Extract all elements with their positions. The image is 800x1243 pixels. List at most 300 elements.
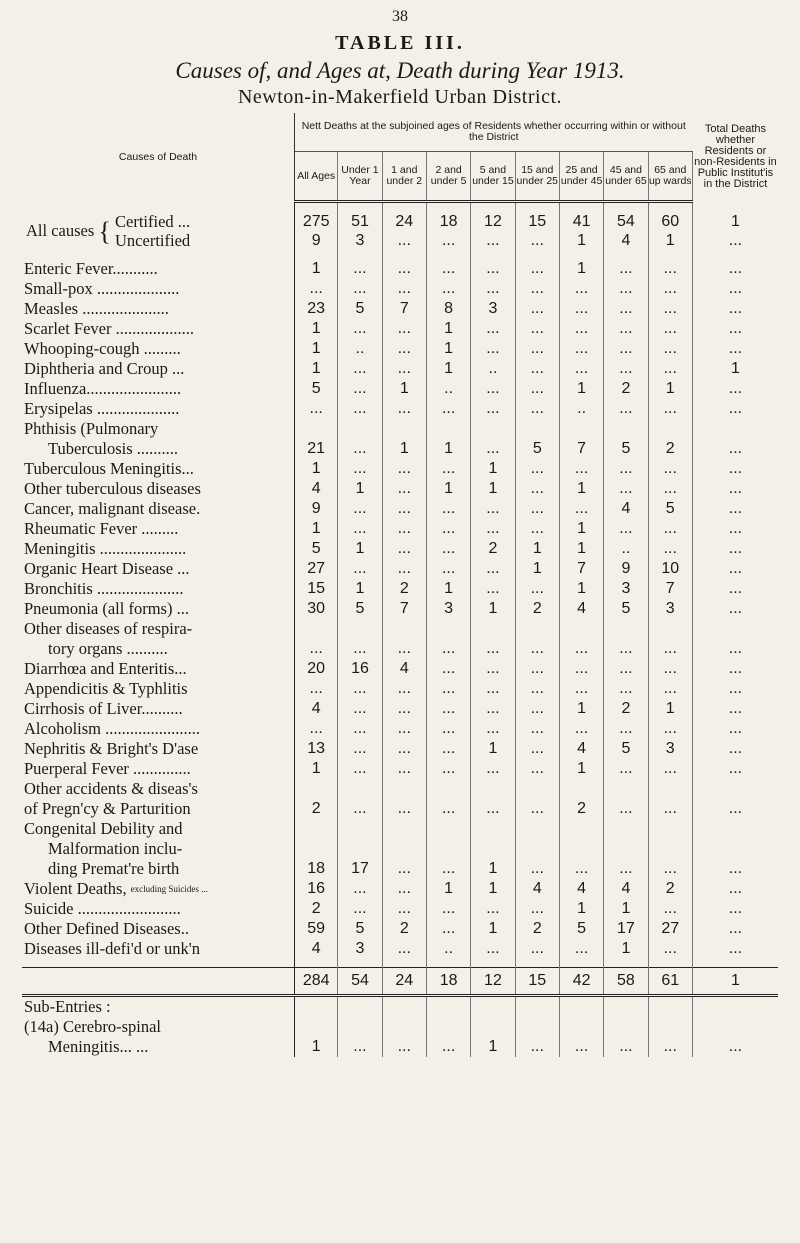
cell: ...	[471, 939, 515, 959]
cell: ...	[604, 479, 648, 499]
cell: ...	[515, 379, 559, 399]
cell: ...	[338, 439, 382, 459]
cell	[471, 839, 515, 859]
cell: ...	[471, 899, 515, 919]
cell: 5	[338, 919, 382, 939]
cause-label-text: Cancer, malignant disease.	[24, 498, 201, 518]
cause-label	[22, 619, 295, 639]
cell: ...	[559, 319, 603, 339]
cell: ...	[728, 499, 743, 517]
cause-row	[22, 399, 778, 419]
cell: ...	[338, 699, 382, 719]
cell: ...	[648, 679, 692, 699]
uncertified-label: Uncertified	[115, 230, 191, 250]
cell: ...	[604, 339, 648, 359]
cell: 5	[604, 599, 648, 619]
cell: 9	[311, 231, 321, 249]
cell: 4	[621, 231, 631, 249]
cause-label	[22, 479, 295, 499]
sub-entry-row	[22, 995, 778, 1017]
cell	[382, 619, 426, 639]
cell	[648, 779, 692, 799]
cell: ...	[382, 479, 426, 499]
cell	[382, 959, 426, 968]
cause-row	[22, 859, 778, 879]
page-number: 38	[392, 8, 408, 25]
cell: 2	[471, 539, 515, 559]
cause-label	[22, 559, 295, 579]
cell: ...	[604, 859, 648, 879]
cell: 1	[295, 519, 338, 539]
cell: 1	[559, 379, 603, 399]
cell	[426, 1017, 470, 1037]
cell: ...	[728, 279, 743, 297]
cause-label	[22, 699, 295, 719]
cause-label	[22, 919, 295, 939]
cell: ...	[559, 459, 603, 479]
cell: ...	[559, 939, 603, 959]
cell	[692, 819, 778, 839]
cell: 4	[515, 879, 559, 899]
age-header: 5 and under 15	[471, 152, 515, 202]
cell	[559, 819, 603, 839]
cell: ...	[515, 639, 559, 659]
cell: ...	[728, 339, 743, 357]
cell: 2	[604, 699, 648, 719]
cause-label-text: Diseases ill-defi'd or unk'n	[24, 938, 200, 958]
cell: ...	[515, 679, 559, 699]
cause-row	[22, 879, 778, 899]
cell: ...	[338, 499, 382, 519]
cell	[604, 959, 648, 968]
cell: 7	[382, 299, 426, 319]
cause-label	[22, 419, 295, 439]
cell: 3	[355, 231, 365, 249]
cell: ...	[559, 1037, 603, 1057]
cause-row	[22, 379, 778, 399]
cell	[22, 967, 295, 995]
cell: ...	[648, 659, 692, 679]
cell: ...	[728, 519, 743, 537]
cell: ...	[728, 939, 743, 957]
district-name: Newton-in-Makerfield Urban District.	[237, 86, 562, 108]
cell: ...	[515, 299, 559, 319]
cause-label	[22, 359, 295, 379]
cell: ...	[604, 279, 648, 299]
cell	[471, 819, 515, 839]
cell: ...	[515, 519, 559, 539]
cell	[559, 619, 603, 639]
cell: 7	[559, 439, 603, 459]
cell: ...	[515, 1037, 559, 1057]
age-header: 45 and under 65	[604, 152, 648, 202]
cell: 4	[559, 879, 603, 899]
cell: ...	[728, 679, 743, 697]
cell	[382, 779, 426, 799]
cell: 5	[604, 439, 648, 459]
cell: 4	[559, 739, 603, 759]
cause-row	[22, 339, 778, 359]
cause-label-text: Other Defined Diseases..	[24, 918, 189, 938]
cell: 1	[559, 259, 603, 279]
cause-row	[22, 919, 778, 939]
cell: ...	[728, 579, 743, 597]
cell: 12	[484, 213, 502, 230]
cell	[604, 619, 648, 639]
cause-label-text: Scarlet Fever ...................	[24, 318, 195, 338]
cell: 5	[295, 379, 338, 399]
age-header: All Ages	[295, 152, 338, 202]
cell: 2	[295, 899, 338, 919]
cell: ...	[728, 719, 743, 737]
cell: ...	[338, 259, 382, 279]
cell	[648, 619, 692, 639]
cell: ...	[382, 499, 426, 519]
cell: 4	[382, 659, 426, 679]
cell: ...	[728, 859, 743, 877]
cell: ...	[604, 719, 648, 739]
cell	[382, 1017, 426, 1037]
age-header: 65 and up wards	[648, 152, 692, 202]
cell: 275	[302, 213, 330, 230]
cell	[382, 819, 426, 839]
cell: ...	[604, 519, 648, 539]
cell: ...	[515, 899, 559, 919]
cell	[515, 839, 559, 859]
cause-label-text: ding Premat're birth	[48, 858, 180, 878]
cell: ...	[471, 279, 515, 299]
cause-label-text: Malformation inclu-	[48, 838, 183, 858]
cell: 9	[604, 559, 648, 579]
cell: 2	[515, 919, 559, 939]
cell: ...	[515, 759, 559, 779]
cell: ...	[382, 539, 426, 559]
cell: ...	[604, 259, 648, 279]
cell: 1	[426, 439, 470, 459]
cause-label	[22, 459, 295, 479]
cell: ...	[648, 259, 692, 279]
cell: 1	[426, 879, 470, 899]
cell: ...	[295, 639, 338, 659]
cell	[559, 419, 603, 439]
cell: ...	[648, 939, 692, 959]
cell: ...	[728, 899, 743, 917]
cell: 4	[559, 599, 603, 619]
cell: ...	[604, 679, 648, 699]
cell: ...	[486, 231, 500, 249]
cause-label-text: Tuberculosis ..........	[48, 438, 179, 458]
cell: ...	[338, 739, 382, 759]
cell: 9	[295, 499, 338, 519]
age-header: 2 and under 5	[426, 152, 470, 202]
cell: ...	[426, 739, 470, 759]
cell: ...	[515, 499, 559, 519]
cell	[692, 959, 778, 968]
cause-row	[22, 279, 778, 299]
cell	[338, 839, 382, 859]
cell: ...	[728, 259, 743, 277]
cell: 10	[648, 559, 692, 579]
cell: ...	[426, 679, 470, 699]
cause-label-text: Other accidents & diseas's	[24, 778, 198, 798]
cell: 13	[295, 739, 338, 759]
cause-row	[22, 939, 778, 959]
cell: 1	[382, 379, 426, 399]
cell: ...	[426, 519, 470, 539]
cell: ...	[604, 299, 648, 319]
cell: 16	[338, 659, 382, 679]
cause-label	[22, 859, 295, 879]
cell: ...	[382, 339, 426, 359]
cell	[559, 779, 603, 799]
cell: ...	[648, 859, 692, 879]
cause-row	[22, 899, 778, 919]
cell: ...	[559, 339, 603, 359]
cell: ...	[382, 679, 426, 699]
cell	[382, 995, 426, 1017]
cell: 3	[471, 299, 515, 319]
cell: 2	[648, 879, 692, 899]
cause-label-text: Other diseases of respira-	[24, 618, 193, 638]
cell: 1	[604, 899, 648, 919]
cell: ...	[426, 279, 470, 299]
cell: 30	[295, 599, 338, 619]
cause-label-text: Tuberculous Meningitis...	[24, 458, 194, 478]
sub-entry-label: Sub-Entries :	[22, 995, 295, 1017]
cell: ...	[426, 899, 470, 919]
cell: ...	[515, 279, 559, 299]
cell: ...	[471, 339, 515, 359]
cause-label-text: Pneumonia (all forms) ...	[24, 598, 189, 618]
cell: 1	[559, 479, 603, 499]
sub-entry-label: Meningitis... ...	[22, 1037, 295, 1057]
cell: ...	[728, 919, 743, 937]
cell: 1	[426, 319, 470, 339]
cause-row	[22, 579, 778, 599]
cell	[382, 839, 426, 859]
cell: 5	[648, 499, 692, 519]
cell	[648, 995, 692, 1017]
cell	[426, 839, 470, 859]
cell	[648, 419, 692, 439]
cell: ...	[426, 919, 470, 939]
cell: ...	[604, 659, 648, 679]
cell	[515, 779, 559, 799]
cause-label-text: Violent Deaths,	[24, 878, 127, 898]
cause-row	[22, 839, 778, 859]
cell: ...	[426, 559, 470, 579]
cell: ...	[648, 339, 692, 359]
cell: ...	[728, 559, 743, 577]
cell: ...	[382, 759, 426, 779]
cell: 4	[604, 499, 648, 519]
cell: 1	[471, 459, 515, 479]
cell: ...	[559, 639, 603, 659]
cause-row	[22, 819, 778, 839]
cause-row	[22, 539, 778, 559]
cause-row	[22, 459, 778, 479]
cell	[382, 419, 426, 439]
cell: ...	[728, 699, 743, 717]
cell: 1	[471, 859, 515, 879]
cell: 5	[604, 739, 648, 759]
cell: ...	[426, 399, 470, 419]
cell: ...	[728, 379, 743, 397]
cell: ...	[728, 439, 743, 457]
totals-row	[22, 967, 778, 995]
cell: ...	[728, 1037, 743, 1055]
cell: 7	[648, 579, 692, 599]
cell: ...	[604, 399, 648, 419]
cell: 18	[295, 859, 338, 879]
cause-label	[22, 759, 295, 779]
cell: 1	[559, 699, 603, 719]
cell	[338, 779, 382, 799]
cell	[559, 995, 603, 1017]
cell	[471, 995, 515, 1017]
cell: 1	[471, 599, 515, 619]
cell: ...	[648, 459, 692, 479]
cell: ...	[648, 319, 692, 339]
cell: ...	[338, 519, 382, 539]
table-subtitle: Causes of, and Ages at, Death during Year 1913.	[175, 58, 625, 83]
cause-label	[22, 899, 295, 919]
cell: ...	[338, 1037, 382, 1057]
cell	[338, 819, 382, 839]
cell: 3	[338, 939, 382, 959]
cell: 15	[528, 213, 547, 230]
cell: ...	[441, 231, 456, 249]
cell	[338, 1017, 382, 1037]
cause-note: excluding Suicides ...	[130, 884, 208, 895]
cell: ...	[426, 639, 470, 659]
cell: ...	[338, 759, 382, 779]
cell: ...	[338, 679, 382, 699]
cause-label	[22, 659, 295, 679]
cell: 1	[426, 479, 470, 499]
cell: 20	[295, 659, 338, 679]
cell: ...	[338, 459, 382, 479]
cell: ...	[471, 319, 515, 339]
all-causes-row	[22, 213, 778, 251]
cell: ...	[426, 259, 470, 279]
cell: ...	[426, 699, 470, 719]
cause-label	[22, 539, 295, 559]
cell: ...	[426, 799, 470, 819]
cell: ...	[728, 799, 743, 817]
cell	[648, 959, 692, 968]
cell	[295, 1017, 338, 1037]
cause-row	[22, 619, 778, 639]
cell: ...	[382, 319, 426, 339]
cause-label	[22, 819, 295, 839]
cell: ...	[559, 499, 603, 519]
cell: ...	[471, 559, 515, 579]
cause-label	[22, 279, 295, 299]
cell	[648, 1017, 692, 1037]
cell	[515, 419, 559, 439]
cause-label-text: Bronchitis .....................	[24, 578, 184, 598]
cell: 54	[617, 213, 635, 230]
all-causes-label: All causes	[26, 221, 95, 241]
cell: ...	[559, 279, 603, 299]
cell: 1	[648, 699, 692, 719]
cell: 1	[559, 899, 603, 919]
cause-label-text: Measles .....................	[24, 298, 169, 318]
cell: ...	[515, 939, 559, 959]
cause-row	[22, 499, 778, 519]
cell	[426, 995, 470, 1017]
cell: ...	[515, 259, 559, 279]
cell: ...	[338, 279, 382, 299]
cell: ...	[471, 659, 515, 679]
cell: 1	[648, 379, 692, 399]
cause-label	[22, 579, 295, 599]
cell: 1	[295, 359, 338, 379]
cell: 4	[295, 699, 338, 719]
cause-label	[22, 719, 295, 739]
cell	[515, 995, 559, 1017]
cell: ...	[471, 639, 515, 659]
cell: ...	[515, 699, 559, 719]
cell	[692, 839, 778, 859]
cell: 1	[471, 479, 515, 499]
cell: 2	[382, 579, 426, 599]
cell: ...	[515, 739, 559, 759]
cell: 3	[648, 599, 692, 619]
cell: ...	[426, 459, 470, 479]
cell: 17	[338, 859, 382, 879]
cause-row	[22, 659, 778, 679]
cell: 1	[559, 579, 603, 599]
cause-label-text: of Pregn'cy & Parturition	[24, 798, 191, 818]
cause-label-text: Diarrhœa and Enteritis...	[24, 658, 187, 678]
cell	[338, 995, 382, 1017]
cell	[604, 839, 648, 859]
cell: ...	[559, 299, 603, 319]
cell: ...	[604, 639, 648, 659]
cell: 1	[295, 319, 338, 339]
cause-label-text: Diphtheria and Croup ...	[24, 358, 185, 378]
cell: ...	[471, 379, 515, 399]
cell: ...	[728, 639, 743, 657]
cell: ...	[426, 859, 470, 879]
cell: ...	[338, 559, 382, 579]
cell: ...	[338, 799, 382, 819]
cell: ...	[648, 299, 692, 319]
causes-header: Causes of Death	[22, 113, 295, 202]
cell: 1	[338, 539, 382, 559]
cell: 1	[559, 539, 603, 559]
cell: ...	[382, 699, 426, 719]
cell: ...	[382, 259, 426, 279]
cell: 284	[295, 967, 338, 995]
cell: ...	[471, 259, 515, 279]
cell: ...	[728, 879, 743, 897]
cell: 1	[559, 759, 603, 779]
cell: 1	[577, 231, 587, 249]
cell: ...	[295, 279, 338, 299]
cell: ...	[426, 659, 470, 679]
age-header: 15 and under 25	[515, 152, 559, 202]
cell: ...	[338, 899, 382, 919]
cell: 5	[338, 599, 382, 619]
cell: ...	[338, 879, 382, 899]
cell: ..	[338, 339, 382, 359]
cell	[604, 419, 648, 439]
cause-label-text: Cirrhosis of Liver..........	[24, 698, 183, 718]
cell: 42	[559, 967, 603, 995]
